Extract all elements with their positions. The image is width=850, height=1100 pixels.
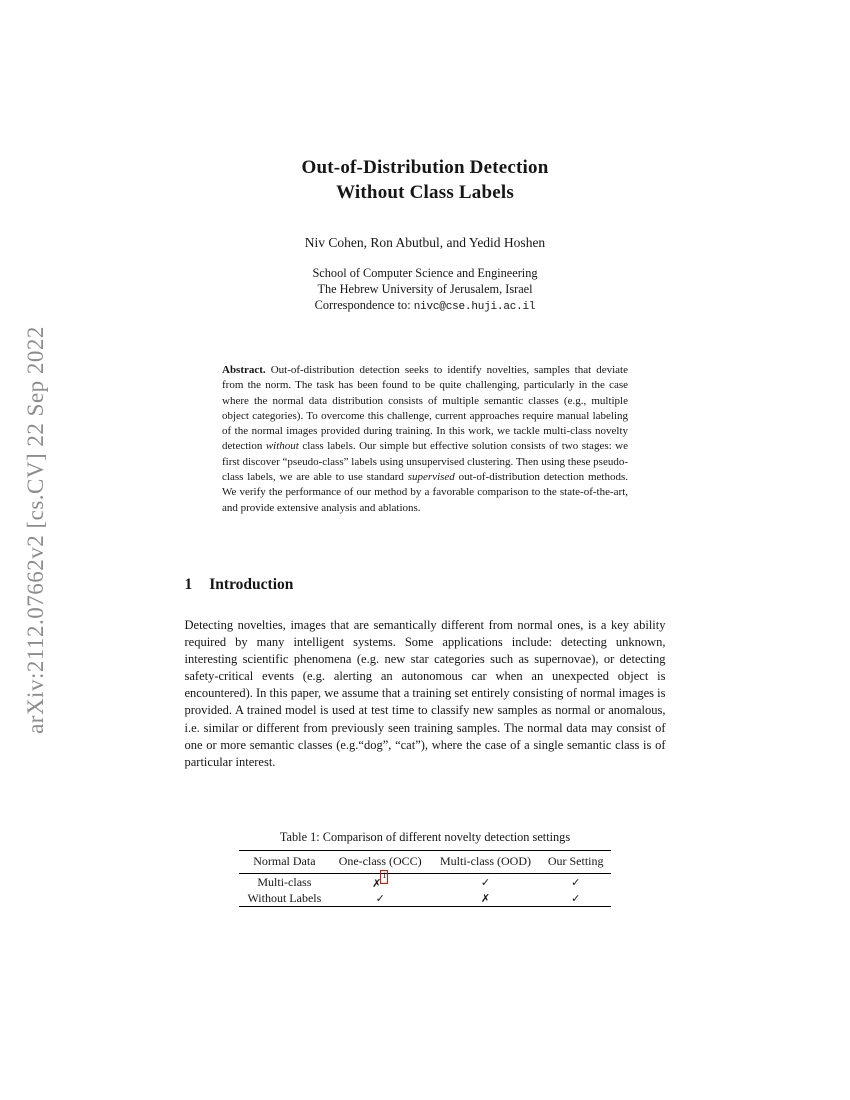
check-mark-icon: ✓	[375, 892, 385, 905]
section-title: Introduction	[209, 576, 294, 593]
table-caption: Table 1: Comparison of different novelty detection settings	[279, 830, 571, 844]
x-mark-icon: ✗	[480, 892, 491, 905]
affiliation-line-2: The Hebrew University of Jerusalem, Israel	[317, 281, 533, 296]
check-mark-icon: ✓	[571, 892, 581, 905]
correspondence-email: nivc@cse.huji.ac.il	[413, 300, 536, 313]
cell-withoutlabels-occ	[330, 891, 431, 907]
arxiv-watermark: arXiv:2112.07662v2 [cs.CV] 22 Sep 2022	[23, 326, 48, 734]
cell-withoutlabels-ood	[431, 891, 541, 907]
affiliation-line-1: School of Computer Science and Engineering	[312, 266, 538, 280]
check-mark-icon: ✓	[571, 876, 581, 889]
table-1	[239, 830, 611, 907]
cell-multiclass-ood	[431, 874, 541, 892]
correspondence-label: Correspondence to:	[314, 297, 414, 312]
col-header-normal-data: Normal Data	[253, 854, 316, 868]
table-header-row	[239, 851, 611, 874]
x-mark-icon: ✗	[372, 877, 382, 890]
abstract-italic-without: without	[265, 440, 299, 453]
cell-withoutlabels-ours	[540, 891, 611, 907]
table-row	[239, 891, 611, 907]
cell-multiclass-occ	[330, 871, 431, 892]
cell-multiclass-ours	[540, 874, 611, 892]
col-header-one-class-occ: One-class (OCC)	[338, 854, 422, 868]
row-label-without-labels: Without Labels	[247, 891, 322, 905]
title-line-2: Without Class Labels	[336, 182, 514, 203]
affiliation-block	[0, 266, 850, 315]
col-header-our-setting: Our Setting	[547, 854, 604, 868]
correspondence-line	[0, 298, 850, 316]
title-line-1: Out-of-Distribution Detection	[301, 157, 549, 178]
check-mark-icon: ✓	[480, 876, 491, 889]
author-list: Niv Cohen, Ron Abutbul, and Yedid Hoshen	[304, 235, 546, 250]
abstract-label: Abstract.	[222, 364, 266, 376]
abstract-text-3: out-of-distribution detection methods. We verify the performance of our method by a favorable comparison to the state-of-the-art, and provide extensive analysis and ablations.	[222, 471, 628, 514]
abstract-text-2: class labels. Our simple but effective solution consists of two stages: we first discover “pseudo-class” labels using unsupervised clustering. Then using these pseudo-class labels, we are able to use standard	[222, 440, 628, 484]
section-number: 1	[184, 576, 193, 593]
col-header-multi-class-ood: Multi-class (OOD)	[440, 854, 531, 868]
row-label-multi-class: Multi-class	[257, 875, 312, 889]
abstract	[222, 363, 628, 516]
paper-title	[0, 155, 850, 205]
abstract-italic-supervised: supervised	[407, 471, 455, 484]
intro-paragraph: Detecting novelties, images that are semantically different from normal ones, is a key ability required by many intelligent systems. Some applications include: detecting unknown, interesting scientific phenomena (e.g. new star categories such as supernovae), or detecting safety-critical events (e.g. alerting an autonomous car when an unexpected object is encountered). In this paper, we assume that a training set entirely consisting of normal images is provided. A trained model is used at test time to classify new samples as normal or anomalous, i.e. similar or different from previously seen training samples. The normal data may consist of one or more semantic classes (e.g.“dog”, “cat”), where the case of a single semantic class is of particular interest.	[184, 618, 666, 769]
abstract-text-1: Out-of-distribution detection seeks to identify novelties, samples that deviate from the norm. The task has been found to be quite challenging, particularly in the case where the normal data distribution consists of multiple semantic classes (e.g., multiple object categories). To overcome this challenge, current approaches require manual labeling of the normal images provided during training. In this work, we tackle multi-class novelty detection	[222, 364, 628, 453]
footnote-1-link[interactable]: 1	[380, 870, 388, 884]
comparison-table	[239, 850, 611, 907]
table-row	[239, 874, 611, 892]
section-heading-introduction	[185, 576, 666, 594]
